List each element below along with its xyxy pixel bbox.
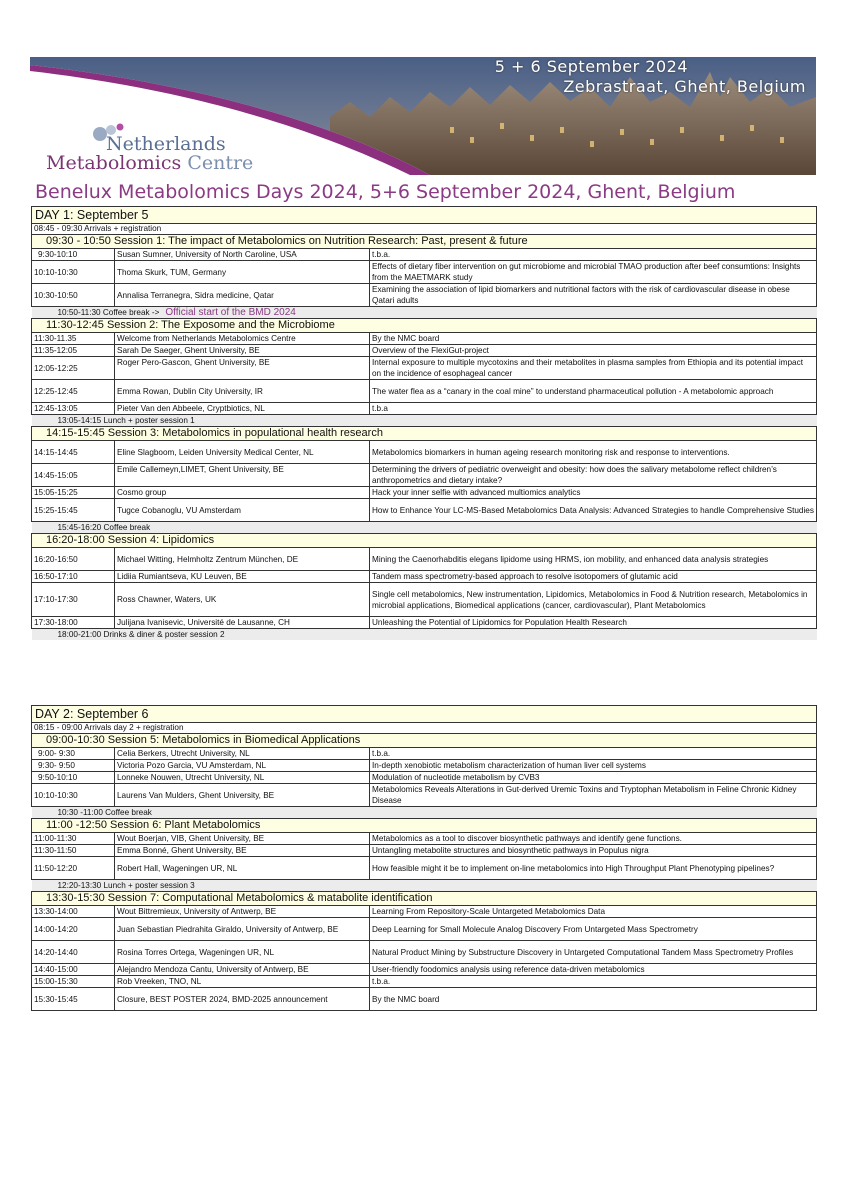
logo-line2-centre: Centre: [187, 152, 254, 174]
talk-cell: t.b.a.: [370, 748, 817, 760]
break-row: 12:20-13:30 Lunch + poster session 3: [32, 880, 817, 892]
time-cell: 11:00-11:30: [32, 833, 115, 845]
banner-location: Zebrastraat, Ghent, Belgium: [563, 77, 806, 96]
speaker-cell: Welcome from Netherlands Metabolomics Centre: [115, 333, 370, 345]
break-text: 10:50-11:30 Coffee break ->: [57, 308, 160, 317]
table-row: [32, 617, 817, 629]
session2-header: 11:30-12:45 Session 2: The Exposome and the Microbiome: [32, 319, 817, 333]
page-title: Benelux Metabolomics Days 2024, 5+6 September 2024, Ghent, Belgium: [35, 181, 736, 203]
talk-cell: Untangling metabolite structures and biosynthetic pathways in Populus nigra: [370, 845, 817, 857]
talk-cell: User-friendly foodomics analysis using reference data-driven metabolomics: [370, 964, 817, 976]
break-row: 13:05-14:15 Lunch + poster session 1: [32, 415, 817, 427]
day1-programme: [31, 206, 816, 640]
table-row: [32, 906, 817, 918]
time-cell: 13:30-14:00: [32, 906, 115, 918]
time-cell: 9:30-10:10: [32, 249, 115, 261]
time-cell: 11:35-12:05: [32, 345, 115, 357]
talk-cell: Overview of the FlexiGut-project: [370, 345, 817, 357]
talk-cell: Deep Learning for Small Molecule Analog Discovery From Untargeted Mass Spectrometry: [370, 918, 817, 941]
talk-cell: Hack your inner selfie with advanced multiomics analytics: [370, 487, 817, 499]
speaker-cell: Emma Bonné, Ghent University, BE: [115, 845, 370, 857]
talk-cell: Natural Product Mining by Substructure Discovery in Untargeted Computational Tandem Mass Spectrometry Profiles: [370, 941, 817, 964]
talk-cell: Internal exposure to multiple mycotoxins and their metabolites in plasma samples from Ethiopia and its potential impact on the incidence of esophageal cancer: [370, 357, 817, 380]
table-row: [32, 988, 817, 1011]
time-cell: 14:20-14:40: [32, 941, 115, 964]
table-row: [32, 941, 817, 964]
time-cell: 11:50-12:20: [32, 857, 115, 880]
table-row: [32, 748, 817, 760]
speaker-cell: Wout Boerjan, VIB, Ghent University, BE: [115, 833, 370, 845]
speaker-cell: Roger Pero-Gascon, Ghent University, BE: [115, 357, 370, 380]
speaker-cell: Ross Chawner, Waters, UK: [115, 583, 370, 617]
time-cell: 12:45-13:05: [32, 403, 115, 415]
talk-cell: Learning From Repository-Scale Untargeted Metabolomics Data: [370, 906, 817, 918]
banner-date: 5 + 6 September 2024: [494, 57, 688, 76]
speaker-cell: Cosmo group: [115, 487, 370, 499]
talk-cell: Metabolomics Reveals Alterations in Gut-derived Uremic Toxins and Tryptophan Metabolism in Feline Chronic Kidney Disease: [370, 784, 817, 807]
talk-cell: Unleashing the Potential of Lipidomics for Population Health Research: [370, 617, 817, 629]
talk-cell: Metabolomics as a tool to discover biosynthetic pathways and identify gene functions.: [370, 833, 817, 845]
table-row: [32, 464, 817, 487]
table-row: [32, 918, 817, 941]
break-row: [32, 307, 817, 319]
time-cell: 15:05-15:25: [32, 487, 115, 499]
talk-cell: t.b.a: [370, 403, 817, 415]
time-cell: 14:45-15:05: [32, 464, 115, 487]
talk-cell: t.b.a.: [370, 249, 817, 261]
speaker-cell: Julijana Ivanisevic, Université de Lausanne, CH: [115, 617, 370, 629]
table-row: [32, 380, 817, 403]
session1-header: 09:30 - 10:50 Session 1: The impact of Metabolomics on Nutrition Research: Past, present & future: [32, 235, 817, 249]
time-cell: 15:25-15:45: [32, 499, 115, 522]
day2-heading: DAY 2: September 6: [32, 706, 817, 723]
talk-cell: Metabolomics biomarkers in human ageing research monitoring risk and response to interventions.: [370, 441, 817, 464]
speaker-cell: Emma Rowan, Dublin City University, IR: [115, 380, 370, 403]
time-cell: 10:30-10:50: [32, 284, 115, 307]
time-cell: 15:30-15:45: [32, 988, 115, 1011]
speaker-cell: Rob Vreeken, TNO, NL: [115, 976, 370, 988]
talk-cell: How to Enhance Your LC-MS-Based Metabolomics Data Analysis: Advanced Strategies to handle Comprehensive Studies: [370, 499, 817, 522]
table-row: [32, 760, 817, 772]
time-cell: 10:10-10:30: [32, 261, 115, 284]
talk-cell: Mining the Caenorhabditis elegans lipidome using HRMS, ion mobility, and enhanced data analysis strategies: [370, 548, 817, 571]
time-cell: 12:25-12:45: [32, 380, 115, 403]
day2-programme: [31, 705, 816, 1011]
speaker-cell: Lidiia Rumiantseva, KU Leuven, BE: [115, 571, 370, 583]
table-row: [32, 964, 817, 976]
talk-cell: Effects of dietary fiber intervention on gut microbiome and microbial TMAO production after beef consumtions: Insights from the MAETMARK study: [370, 261, 817, 284]
break-row: 15:45-16:20 Coffee break: [32, 522, 817, 534]
table-row: [32, 583, 817, 617]
table-row: [32, 571, 817, 583]
time-cell: 16:20-16:50: [32, 548, 115, 571]
day1-arrivals: 08:45 - 09:30 Arrivals + registration: [32, 224, 817, 235]
time-cell: 15:00-15:30: [32, 976, 115, 988]
speaker-cell: Alejandro Mendoza Cantu, University of Antwerp, BE: [115, 964, 370, 976]
time-cell: 14:00-14:20: [32, 918, 115, 941]
time-cell: 14:40-15:00: [32, 964, 115, 976]
table-row: [32, 833, 817, 845]
time-cell: 17:10-17:30: [32, 583, 115, 617]
table-row: [32, 441, 817, 464]
table-row: [32, 857, 817, 880]
table-row: [32, 357, 817, 380]
day2-table: [31, 705, 817, 1011]
speaker-cell: Victoria Pozo Garcia, VU Amsterdam, NL: [115, 760, 370, 772]
break-row: 10:30 -11:00 Coffee break: [32, 807, 817, 819]
official-start-note: Official start of the BMD 2024: [165, 307, 296, 318]
nmc-logo: [46, 120, 266, 180]
speaker-cell: Laurens Van Mulders, Ghent University, BE: [115, 784, 370, 807]
talk-cell: t.b.a.: [370, 976, 817, 988]
talk-cell: The water flea as a “canary in the coal mine” to understand pharmaceutical pollution - A metabolomic approach: [370, 380, 817, 403]
logo-line1: Netherlands: [106, 133, 226, 155]
table-row: [32, 784, 817, 807]
table-row: [32, 403, 817, 415]
table-row: [32, 333, 817, 345]
day1-heading: DAY 1: September 5: [32, 207, 817, 224]
talk-cell: Determining the drivers of pediatric overweight and obesity: how does the salivary metabolome reflect children’s anthropometrics and dietary intake?: [370, 464, 817, 487]
talk-cell: Examining the association of lipid biomarkers and nutritional factors with the risk of cardiovascular disease in obese Qatari adults: [370, 284, 817, 307]
day1-table: [31, 206, 817, 640]
time-cell: 9:00- 9:30: [32, 748, 115, 760]
speaker-cell: Celia Berkers, Utrecht University, NL: [115, 748, 370, 760]
session7-header: 13:30-15:30 Session 7: Computational Metabolomics & matabolite identification: [32, 892, 817, 906]
speaker-cell: Rosina Torres Ortega, Wageningen UR, NL: [115, 941, 370, 964]
table-row: [32, 284, 817, 307]
talk-cell: By the NMC board: [370, 988, 817, 1011]
table-row: [32, 261, 817, 284]
speaker-cell: Annalisa Terranegra, Sidra medicine, Qatar: [115, 284, 370, 307]
time-cell: 17:30-18:00: [32, 617, 115, 629]
table-row: [32, 845, 817, 857]
time-cell: 11:30-11.35: [32, 333, 115, 345]
session6-header: 11:00 -12:50 Session 6: Plant Metabolomics: [32, 819, 817, 833]
table-row: [32, 345, 817, 357]
time-cell: 10:10-10:30: [32, 784, 115, 807]
logo-line2: [46, 152, 253, 174]
time-cell: 9:50-10:10: [32, 772, 115, 784]
session5-header: 09:00-10:30 Session 5: Metabolomics in Biomedical Applications: [32, 734, 817, 748]
speaker-cell: Robert Hall, Wageningen UR, NL: [115, 857, 370, 880]
talk-cell: In-depth xenobiotic metabolism characterization of human liver cell systems: [370, 760, 817, 772]
talk-cell: Single cell metabolomics, New instrumentation, Lipidomics, Metabolomics in Food & Nutrition research, Metabolomics in microbial applications, Biomedical applications (cancer, cardiovascular), Plant Metabolomics: [370, 583, 817, 617]
speaker-cell: Eline Slagboom, Leiden University Medical Center, NL: [115, 441, 370, 464]
table-row: [32, 548, 817, 571]
speaker-cell: Pieter Van den Abbeele, Cryptbiotics, NL: [115, 403, 370, 415]
talk-cell: How feasible might it be to implement on-line metabolomics into High Throughput Plant Phenotyping pipelines?: [370, 857, 817, 880]
table-row: [32, 772, 817, 784]
speaker-cell: Thoma Skurk, TUM, Germany: [115, 261, 370, 284]
speaker-cell: Sarah De Saeger, Ghent University, BE: [115, 345, 370, 357]
time-cell: 12:05-12:25: [32, 357, 115, 380]
speaker-cell: Susan Sumner, University of North Caroline, USA: [115, 249, 370, 261]
day2-arrivals: 08:15 - 09:00 Arrivals day 2 + registration: [32, 723, 817, 734]
time-cell: 9:30- 9:50: [32, 760, 115, 772]
speaker-cell: Tugce Cobanoglu, VU Amsterdam: [115, 499, 370, 522]
session4-header: 16:20-18:00 Session 4: Lipidomics: [32, 534, 817, 548]
time-cell: 14:15-14:45: [32, 441, 115, 464]
speaker-cell: Juan Sebastian Piedrahita Giraldo, University of Antwerp, BE: [115, 918, 370, 941]
logo-line2-metabolomics: Metabolomics: [46, 152, 182, 174]
table-row: [32, 249, 817, 261]
speaker-cell: Wout Bittremieux, University of Antwerp, BE: [115, 906, 370, 918]
speaker-cell: Closure, BEST POSTER 2024, BMD-2025 announcement: [115, 988, 370, 1011]
talk-cell: By the NMC board: [370, 333, 817, 345]
time-cell: 11:30-11:50: [32, 845, 115, 857]
session3-header: 14:15-15:45 Session 3: Metabolomics in populational health research: [32, 427, 817, 441]
break-row: 18:00-21:00 Drinks & diner & poster session 2: [32, 629, 817, 641]
table-row: [32, 976, 817, 988]
speaker-cell: Michael Witting, Helmholtz Zentrum München, DE: [115, 548, 370, 571]
talk-cell: Modulation of nucleotide metabolism by CVB3: [370, 772, 817, 784]
speaker-cell: Emile Callemeyn,LIMET, Ghent University, BE: [115, 464, 370, 487]
speaker-cell: Lonneke Nouwen, Utrecht University, NL: [115, 772, 370, 784]
table-row: [32, 487, 817, 499]
time-cell: 16:50-17:10: [32, 571, 115, 583]
table-row: [32, 499, 817, 522]
talk-cell: Tandem mass spectrometry-based approach to resolve isotopomers of glutamic acid: [370, 571, 817, 583]
